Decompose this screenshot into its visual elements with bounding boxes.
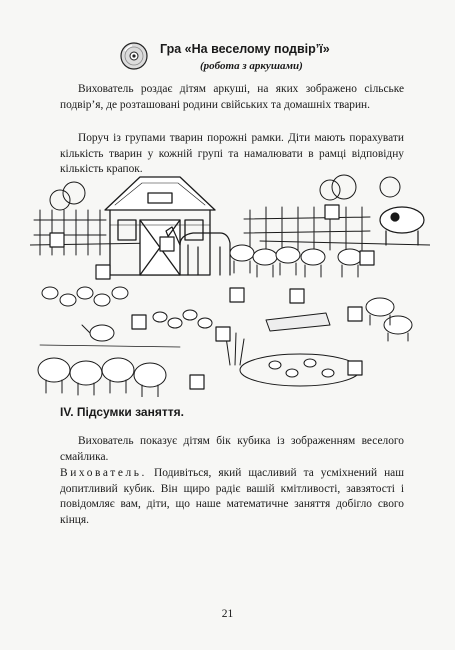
cd-disc-icon [120,42,148,70]
pig-group [366,298,412,341]
duckling-group [153,310,212,328]
goat-group [230,245,325,277]
cube-text: Вихователь показує дітям бік кубика із зображенням веселого смайлика. [60,435,404,463]
cow [380,207,424,245]
speaker-label: Вихователь. [60,467,147,479]
calf-group [338,249,362,277]
farmyard-illustration [30,165,430,397]
page-number: 21 [221,608,234,620]
task-text: Поруч із групами тварин порожні рамки. Діти мають порахувати кількість тварин у кожній групі та намалювати в рамці відповідну кількість крапок. [60,132,404,175]
game-subtitle: (робота з аркушами) [200,60,303,72]
intro-paragraph [60,82,404,113]
dog [82,325,114,341]
sheep-flock [38,345,180,397]
chicken-group [42,287,128,306]
cube-paragraph [60,434,404,465]
game-title: Гра «На веселому подвір’ї» [160,42,330,56]
section-heading: IV. Підсумки заняття. [60,405,184,419]
intro-text: Вихователь роздає дітям аркуші, на яких зображено сільське подвір’я, де розташовані родини свійських та домашніх тварин. [60,83,404,111]
teacher-speech-text: Подивіться, який щасливий та усміхнений наш допитливий кубик. Він щиро радіє вашій кмітливості, завзятості і повідомляє вам, діти, що наше математичне заняття добігло свого кінця. [60,467,404,526]
trees [50,175,400,210]
pond [226,333,360,386]
trough [266,313,330,331]
teacher-speech-paragraph [60,466,404,528]
fence-left [34,210,106,255]
